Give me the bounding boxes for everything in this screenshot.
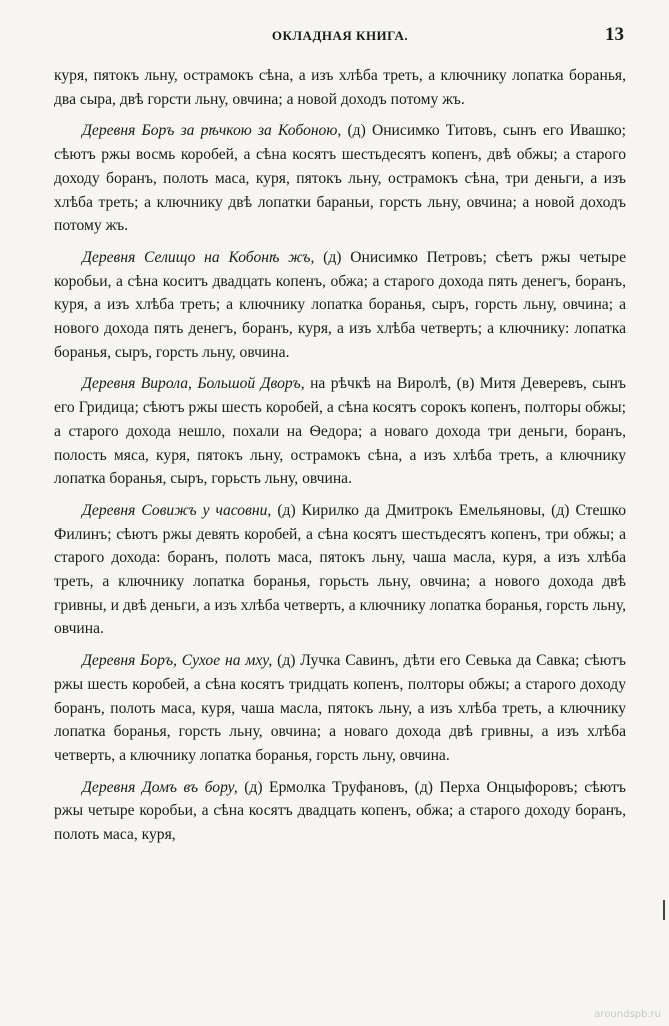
paragraph <box>54 776 626 847</box>
village-name: Деревня Вирола, Большой Дворъ, <box>82 375 305 393</box>
paragraph <box>54 372 626 491</box>
village-name: Деревня Боръ за рѣчкою за Кобоною, <box>82 122 342 140</box>
paragraph <box>54 119 626 238</box>
watermark: aroundspb.ru <box>594 1009 661 1020</box>
village-name: Деревня Совижъ у часовни, <box>82 501 272 519</box>
entries <box>54 64 626 847</box>
margin-mark <box>663 900 665 920</box>
paragraph <box>54 499 626 641</box>
page <box>54 22 626 855</box>
page-number: 13 <box>605 24 624 45</box>
paragraph <box>54 64 626 111</box>
paragraph-text: (д) Лучка Савинъ, дѣти его Севька да Савка; сѣютъ ржы шесть коробей, а сѣна косятъ тридцать копенъ, полторы обжы; а старого доходу боранъ, полоть маса, куря, чаша масла, пятокъ льну, а изъ хлѣба треть, а ключнику лопатка боранья, горсть льну, овчина; а новаго дохода двѣ гривны, а изъ хлѣба четверть, а ключнику лопатка боранья, горсть льну, овчина. <box>54 652 626 764</box>
running-title: ОКЛАДНАЯ КНИГА. <box>271 28 409 43</box>
paragraph-text: (д) Ермолка Труфановъ, (д) Перха Онцыфоровъ; сѣютъ ржы четыре коробьи, а сѣна косятъ двадцать копенъ, обжа; а старого доходу боранъ, полоть маса, куря, <box>54 778 626 844</box>
paragraph-text: (д) Кирилко да Дмитрокъ Емельяновы, (д) Стешко Филинъ; сѣютъ ржы девять коробей, а сѣна косятъ шестьдесятъ копенъ, три обжы; а старого дохода: боранъ, полоть маса, пятокъ льну, чаша масла, куря, а изъ хлѣба треть, а ключнику лопатка боранья, горьсть льну, овчина; а нового дохода двѣ гривны, и двѣ деньги, а изъ хлѣба четверть, а ключнику лопатка боранья, горсть льну, овчина. <box>54 501 627 638</box>
village-name: Деревня Боръ, Сухое на мху, <box>82 652 273 670</box>
paragraph <box>54 246 626 365</box>
village-name: Деревня Селищо на Кобонѣ жъ, <box>82 248 315 266</box>
page-header <box>54 22 626 52</box>
paragraph-text: куря, пятокъ льну, острамокъ сѣна, а изъ хлѣба треть, а ключнику лопатка боранья, два сыра, двѣ горсти льну, овчина; а новой доходъ потому жъ. <box>54 67 626 108</box>
paragraph-text: (д) Онисимко Петровъ; сѣетъ ржы четыре коробьи, а сѣна коситъ двадцать копенъ, обжа; а старого дохода пять денегъ, боранъ, куря, а изъ хлѣба треть; а ключнику лопатка боранья, сыръ, горсть льну, овчина; а нового дохода пять денегъ, боранъ, куря, а изъ хлѣба четверть; а ключнику: лопатка боранья, сыръ, горсть льну, овчина. <box>54 248 626 361</box>
paragraph-text: на рѣчкѣ на Виролѣ, (в) Митя Деверевъ, сынъ его Гридица; сѣютъ ржы шесть коробей, а сѣна косятъ сорокъ копенъ, полторы обжы; а старого дохода нешло, похали на Ѳедора; а новаго дохода три деньги, боранъ, полость мяса, куря, пятокъ льну, острамокъ сѣна, а изъ хлѣба треть, а ключнику лопатка боранья, сыръ, горьсть льну, овчина. <box>54 375 626 488</box>
paragraph <box>54 649 626 768</box>
paragraph-text: (д) Онисимко Титовъ, сынъ его Ивашко; сѣютъ ржы восмь коробей, а сѣна косятъ шестьдесятъ копенъ, двѣ обжы; а старого доходу боранъ, полоть маса, куря, пятокъ льну, острамокъ сѣна, три деньги, а изъ хлѣба треть; а ключнику двѣ лопатки бараньи, горсть льну, овчина; а новой доходъ потому жъ. <box>54 122 626 235</box>
village-name: Деревня Домъ въ бору, <box>82 778 238 796</box>
